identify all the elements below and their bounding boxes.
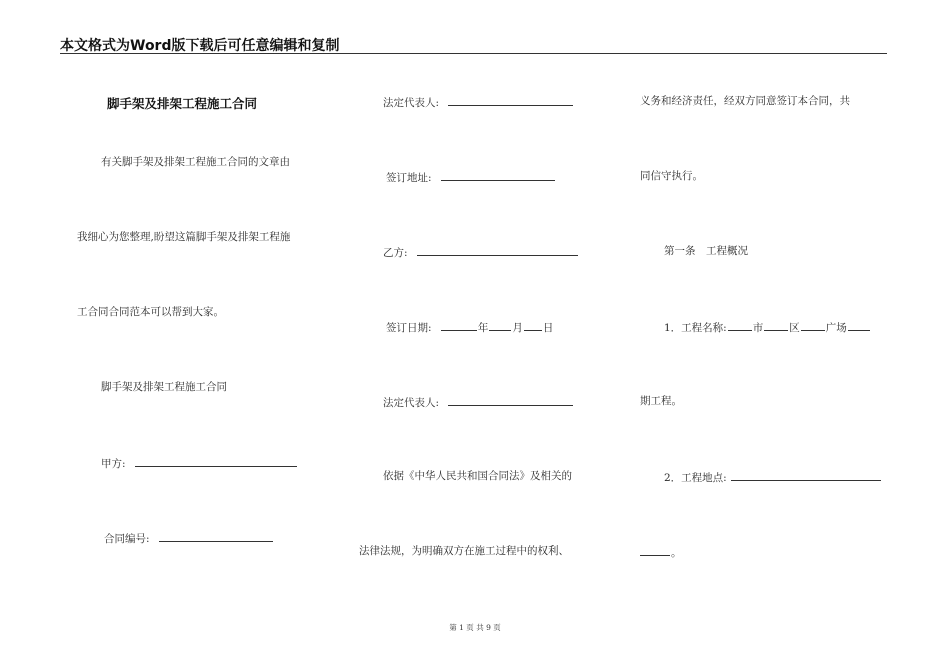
project-district-unit: 区	[789, 322, 800, 334]
legal-rep-blank-1	[448, 94, 573, 106]
sign-date-year-blank	[441, 319, 477, 331]
intro-line-2: 我细心为您整理,盼望这篇脚手架及排架工程施	[77, 231, 291, 243]
legal-rep-label-2: 法定代表人:	[383, 397, 440, 409]
party-a-row	[101, 455, 298, 471]
sign-date-day: 日	[542, 322, 554, 334]
party-a-blank	[135, 455, 297, 467]
project-location-blank	[731, 469, 881, 481]
contract-no-label: 合同编号:	[104, 533, 150, 545]
header-divider	[60, 53, 887, 54]
sign-date-row	[386, 319, 553, 335]
sign-date-month-blank	[489, 319, 511, 331]
legal-rep-label-1: 法定代表人:	[383, 97, 440, 109]
party-b-label: 乙方:	[383, 247, 408, 259]
sign-date-day-blank	[524, 319, 542, 331]
project-district-blank	[764, 319, 788, 331]
project-location-cont	[640, 544, 682, 560]
contract-no-blank	[159, 530, 273, 542]
legal-rep-row-1	[383, 94, 574, 110]
project-square-blank	[801, 319, 825, 331]
project-name-cont: 期工程。	[640, 395, 682, 407]
party-a-label: 甲方:	[101, 458, 126, 470]
project-square-unit: 广场	[825, 322, 847, 334]
party-b-row	[383, 244, 579, 260]
project-location-label: 2．工程地点:	[664, 472, 727, 484]
basis-line-2: 法律法规，为明确双方在施工过程中的权利、	[359, 545, 569, 557]
sign-address-blank	[441, 169, 555, 181]
contract-no-row	[104, 530, 274, 546]
contract-name-line: 脚手架及排架工程施工合同	[101, 381, 227, 393]
project-location-blank-2	[640, 544, 670, 556]
basis-line-4: 同信守执行。	[640, 170, 703, 182]
legal-rep-blank-2	[448, 394, 573, 406]
project-name-label: 1．工程名称:	[664, 322, 727, 334]
project-city-unit: 市	[752, 322, 764, 334]
project-name-row	[664, 319, 871, 335]
intro-line-1: 有关脚手架及排架工程施工合同的文章由	[101, 156, 290, 168]
basis-line-3: 义务和经济责任，经双方同意签订本合同，共	[640, 95, 850, 107]
sign-date-year: 年	[477, 322, 489, 334]
party-b-blank	[417, 244, 578, 256]
sign-date-label: 签订日期:	[386, 322, 432, 334]
project-city-blank	[728, 319, 752, 331]
intro-line-3: 工合同合同范本可以帮到大家。	[77, 306, 224, 318]
basis-line-1: 依据《中华人民共和国合同法》及相关的	[383, 470, 572, 482]
project-location-end: 。	[671, 547, 682, 559]
document-header-title: 本文格式为Word版下载后可任意编辑和复制	[60, 38, 340, 54]
article-1-title: 第一条 工程概况	[664, 245, 748, 257]
project-phase-blank	[848, 319, 870, 331]
sign-date-month: 月	[512, 322, 523, 334]
contract-title: 脚手架及排架工程施工合同	[107, 96, 258, 111]
legal-rep-row-2	[383, 394, 574, 410]
page-number: 第 1 页 共 9 页	[449, 623, 501, 632]
sign-address-row	[386, 169, 556, 185]
sign-address-label: 签订地址:	[386, 172, 432, 184]
project-location-row	[664, 469, 882, 485]
